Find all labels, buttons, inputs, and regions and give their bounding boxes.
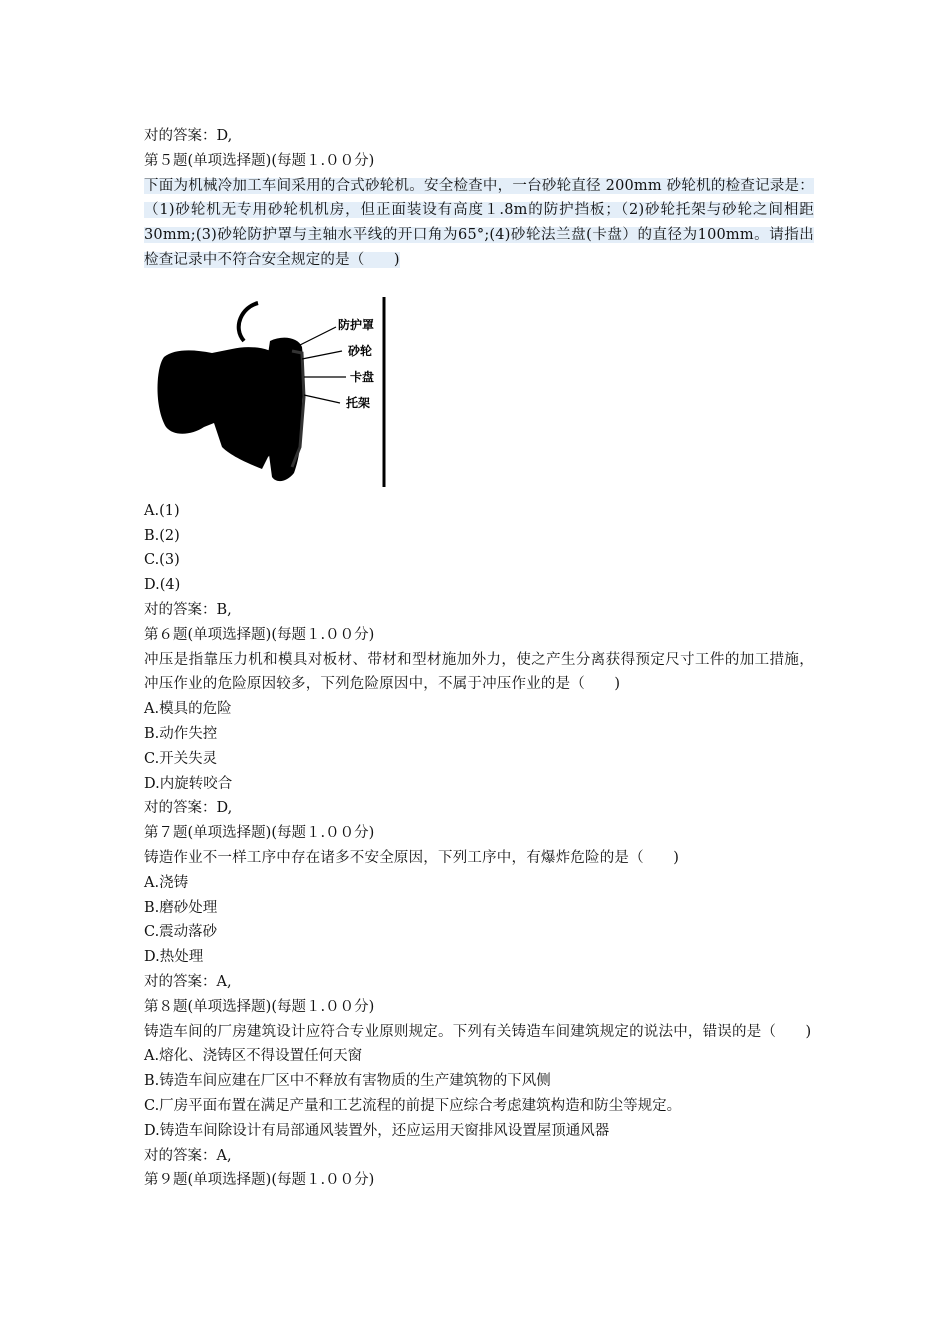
q5-header: 第５题(单项选择题)(每题１.００分) [144, 152, 375, 169]
q8-option-c: C.厂房平面布置在满足产量和工艺流程的前提下应综合考虑建筑构造和防尘等规定。 [144, 1097, 682, 1114]
q7-answer: 对的答案：A, [144, 973, 232, 990]
q5-stem-text: 下面为机械冷加工车间采用的合式砂轮机。安全检查中，一台砂轮直径 200mm 砂轮机的检查记录是：（1)砂轮机无专用砂轮机机房，但正面装设有高度１.8m的防护挡板；（2)砂轮托架与砂轮之间相距30mm;(3)砂轮防护罩与主轴水平线的开口角为65°;(4)砂轮法兰盘(卡盘）的直径为100mm。请指出检查记录中不符合安全规定的是（ ) [144, 177, 814, 268]
document-body [144, 124, 814, 1193]
q6-option-b: B.动作失控 [144, 725, 218, 742]
label-wheel: 砂轮 [348, 343, 373, 358]
q7-option-d: D.热处理 [144, 949, 204, 966]
q7-option-c: C.震动落砂 [144, 924, 218, 941]
q8-option-d: D.铸造车间除设计有局部通风装置外，还应运用天窗排风设置屋顶通风器 [144, 1122, 610, 1139]
q8-option-b: B.铸造车间应建在厂区中不释放有害物质的生产建筑物的下风侧 [144, 1073, 551, 1090]
q7-option-a: A.浇铸 [144, 874, 189, 891]
q7-header: 第７题(单项选择题)(每题１.００分) [144, 825, 375, 842]
cord-shape [239, 303, 258, 341]
q8-option-a: A.熔化、浇铸区不得设置任何天窗 [144, 1048, 363, 1065]
q6-option-d: D.内旋转咬合 [144, 775, 233, 792]
q5-option-c: C.(3) [144, 552, 180, 569]
leader-line-wheel [302, 351, 342, 359]
q4-answer: 对的答案：D, [144, 128, 233, 144]
q5-option-b: B.(2) [144, 527, 180, 544]
q6-stem: 冲压是指靠压力机和模具对板材、带材和型材施加外力，使之产生分离获得预定尺寸工件的加工措施，冲压作业的危险原因较多，下列危险原因中，不属于冲压作业的是（ ) [144, 651, 814, 693]
label-guard: 防护罩 [338, 317, 375, 332]
leader-line-guard [300, 327, 336, 345]
q8-stem: 铸造车间的厂房建筑设计应符合专业原则规定。下列有关铸造车间建筑规定的说法中，错误的是（ ) [144, 1023, 812, 1040]
q7-option-b: B.磨砂处理 [144, 899, 218, 916]
grinder-illustration [152, 297, 402, 491]
wheel-guard-shape [265, 337, 304, 480]
q7-stem: 铸造作业不一样工序中存在诸多不安全原因，下列工序中，有爆炸危险的是（ ) [144, 849, 680, 866]
q5-stem [144, 174, 814, 273]
q6-option-c: C.开关失灵 [144, 750, 218, 767]
q5-option-d: D.(4) [144, 577, 181, 594]
q5-option-a: A.(1) [144, 502, 180, 519]
q6-option-a: A.模具的危险 [144, 701, 232, 718]
label-flange: 卡盘 [350, 369, 375, 384]
q8-header: 第８题(单项选择题)(每题１.００分) [144, 998, 375, 1015]
q9-header: 第９题(单项选择题)(每题１.００分) [144, 1172, 375, 1189]
q6-header: 第６题(单项选择题)(每题１.００分) [144, 626, 375, 643]
grinder-figure [152, 297, 402, 491]
leader-line-rest [304, 395, 340, 403]
q5-answer: 对的答案：B, [144, 601, 232, 618]
q8-answer: 对的答案：A, [144, 1147, 232, 1164]
q6-answer: 对的答案：D, [144, 800, 233, 817]
label-tool-rest: 托架 [346, 395, 371, 410]
